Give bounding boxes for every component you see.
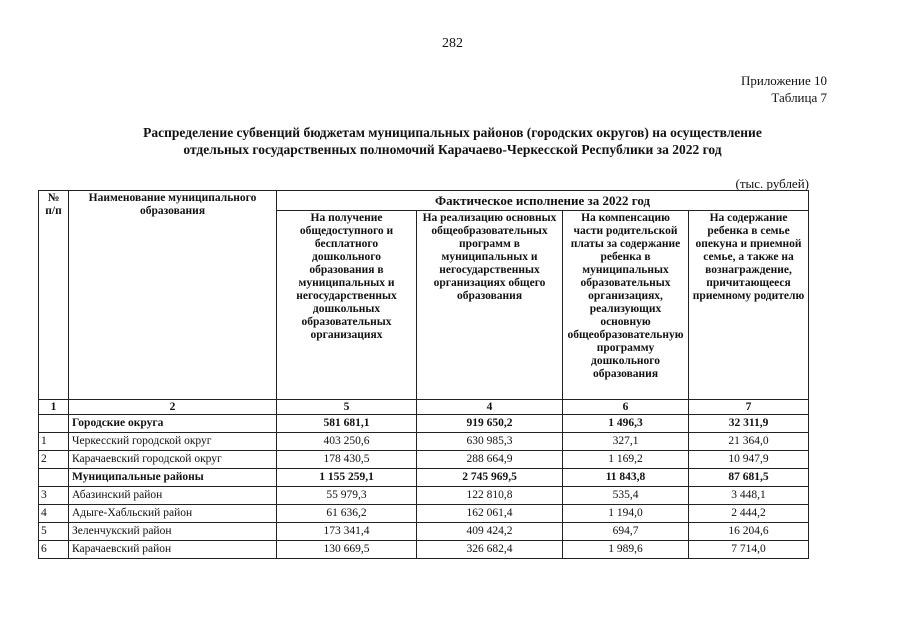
row-number: 2 (39, 451, 69, 469)
row-value-parental-compensation: 327,1 (563, 433, 689, 451)
row-value-preschool: 403 250,6 (277, 433, 417, 451)
header-preschool: На получение общедоступного и бесплатного дошкольного образования в муниципальных и негосударственных дошкольных образовательных организациях (277, 211, 417, 400)
row-number: 4 (39, 505, 69, 523)
row-value-parental-compensation: 535,4 (563, 487, 689, 505)
row-value-general-education: 919 650,2 (417, 415, 563, 433)
row-value-foster-care: 7 714,0 (689, 541, 809, 559)
row-value-parental-compensation: 1 169,2 (563, 451, 689, 469)
row-value-preschool: 178 430,5 (277, 451, 417, 469)
units-label: (тыс. рублей) (735, 176, 809, 191)
column-number: 1 (39, 400, 69, 415)
row-value-parental-compensation: 1 989,6 (563, 541, 689, 559)
header-number: № п/п (39, 191, 69, 400)
table-row (39, 433, 809, 451)
row-value-parental-compensation: 1 194,0 (563, 505, 689, 523)
row-value-parental-compensation: 1 496,3 (563, 415, 689, 433)
row-value-preschool: 130 669,5 (277, 541, 417, 559)
row-value-preschool: 61 636,2 (277, 505, 417, 523)
row-name: Зеленчукский район (69, 523, 277, 541)
row-value-general-education: 326 682,4 (417, 541, 563, 559)
row-value-general-education: 2 745 969,5 (417, 469, 563, 487)
row-name: Абазинский район (69, 487, 277, 505)
row-value-general-education: 122 810,8 (417, 487, 563, 505)
row-name: Городские округа (69, 415, 277, 433)
row-value-general-education: 288 664,9 (417, 451, 563, 469)
row-value-preschool: 55 979,3 (277, 487, 417, 505)
column-numbers-row (39, 400, 809, 415)
appendix-label (741, 72, 827, 106)
table-row (39, 451, 809, 469)
row-value-foster-care: 10 947,9 (689, 451, 809, 469)
column-number: 7 (689, 400, 809, 415)
title-line-2: отдельных государственных полномочий Карачаево-Черкесской Республики за 2022 год (183, 142, 722, 157)
document-title (0, 124, 905, 158)
row-value-foster-care: 32 311,9 (689, 415, 809, 433)
row-number: 3 (39, 487, 69, 505)
row-name: Карачаевский городской округ (69, 451, 277, 469)
row-value-parental-compensation: 694,7 (563, 523, 689, 541)
row-number: 1 (39, 433, 69, 451)
subventions-table (38, 190, 809, 559)
row-value-foster-care: 3 448,1 (689, 487, 809, 505)
row-value-preschool: 581 681,1 (277, 415, 417, 433)
row-value-foster-care: 16 204,6 (689, 523, 809, 541)
row-number (39, 469, 69, 487)
table-row (39, 541, 809, 559)
table-row (39, 523, 809, 541)
appendix-number: Приложение 10 (740, 73, 827, 88)
row-value-foster-care: 2 444,2 (689, 505, 809, 523)
header-parental-compensation: На компенсацию части родительской платы за содержание ребенка в муниципальных образовательных организациях, реализующих основную общеобразовательную программу дошкольного образования (563, 211, 689, 400)
column-number: 2 (69, 400, 277, 415)
row-number: 5 (39, 523, 69, 541)
row-value-preschool: 173 341,4 (277, 523, 417, 541)
page-number: 282 (442, 36, 463, 51)
row-value-foster-care: 21 364,0 (689, 433, 809, 451)
title-line-1: Распределение субвенций бюджетам муниципальных районов (городских округов) на осуществление (143, 125, 762, 140)
row-value-foster-care: 87 681,5 (689, 469, 809, 487)
column-number: 6 (563, 400, 689, 415)
row-value-general-education: 409 424,2 (417, 523, 563, 541)
column-number: 5 (277, 400, 417, 415)
row-value-general-education: 162 061,4 (417, 505, 563, 523)
column-number: 4 (417, 400, 563, 415)
table-row (39, 505, 809, 523)
row-name: Черкесский городской округ (69, 433, 277, 451)
row-value-parental-compensation: 11 843,8 (563, 469, 689, 487)
header-foster-care: На содержание ребенка в семье опекуна и приемной семье, а также на вознаграждение, причитающееся приемному родителю (689, 211, 809, 400)
group-row-municipal-districts (39, 469, 809, 487)
header-municipality: Наименование муниципального образования (69, 191, 277, 400)
row-number (39, 415, 69, 433)
row-name: Муниципальные районы (69, 469, 277, 487)
header-actual-execution: Фактическое исполнение за 2022 год (277, 191, 809, 211)
header-general-education: На реализацию основных общеобразовательных программ в муниципальных и негосударственных организациях общего образования (417, 211, 563, 400)
group-row-city-districts (39, 415, 809, 433)
row-value-preschool: 1 155 259,1 (277, 469, 417, 487)
row-number: 6 (39, 541, 69, 559)
table-number: Таблица 7 (771, 90, 827, 105)
row-name: Адыге-Хабльский район (69, 505, 277, 523)
row-value-general-education: 630 985,3 (417, 433, 563, 451)
table-row (39, 487, 809, 505)
row-name: Карачаевский район (69, 541, 277, 559)
